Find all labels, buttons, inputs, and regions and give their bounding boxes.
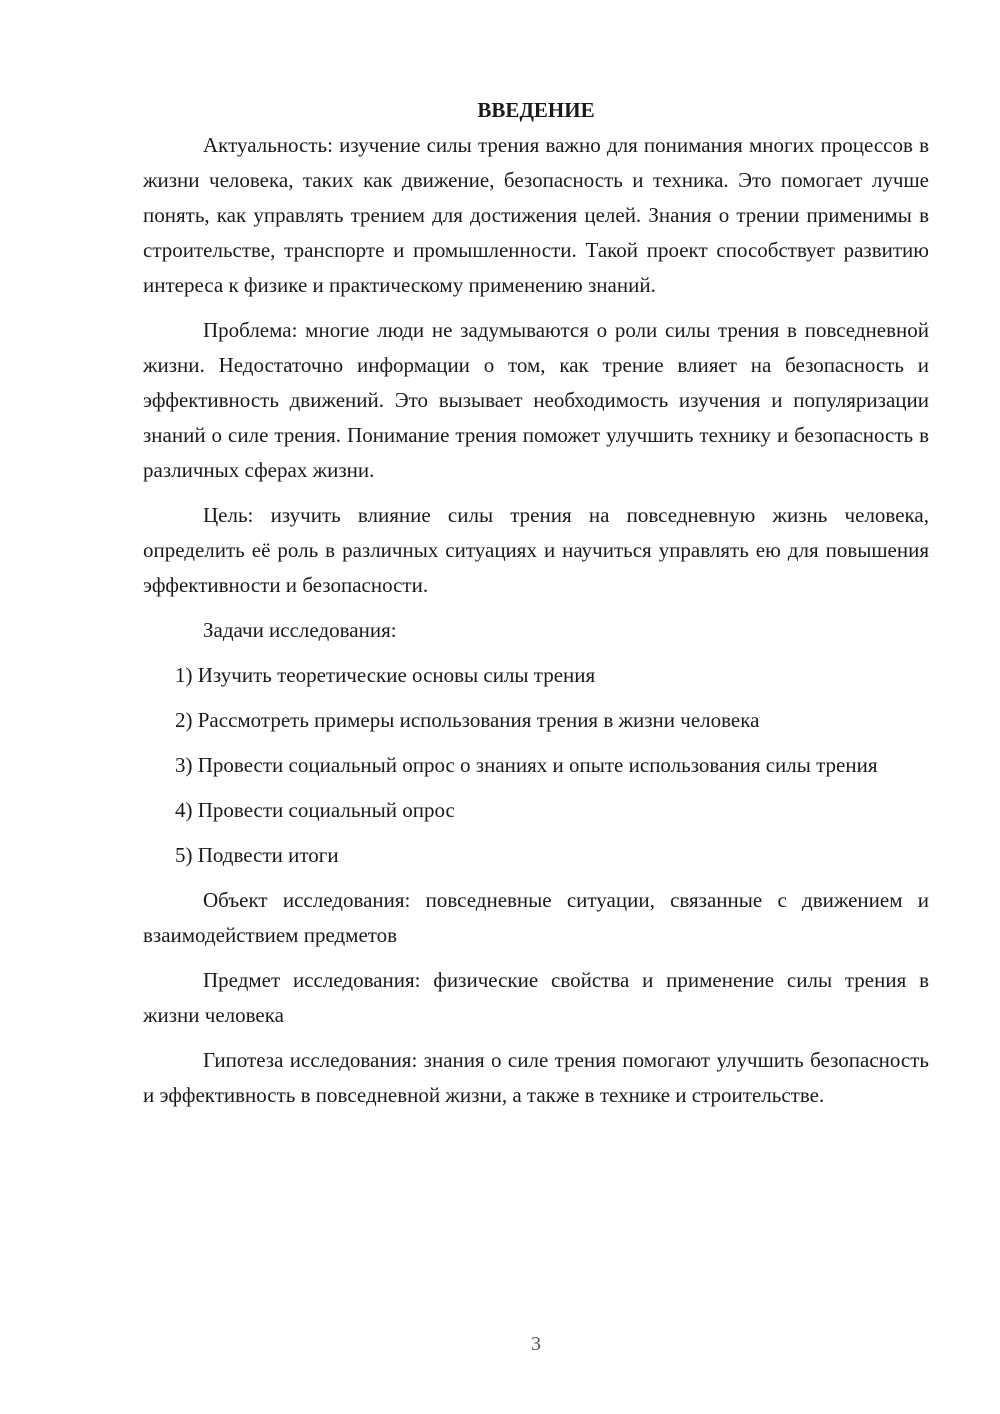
task-item-2: 2) Рассмотреть примеры использования трения в жизни человека [175,708,760,732]
task-item-5: 5) Подвести итоги [175,843,339,867]
relevance-paragraph: Актуальность: изучение силы трения важно для понимания многих процессов в жизни человека, таких как движение, безопасность и техника. Это помогает лучше понять, как управлять трением для достижения целей. Знания о трении применимы в строительстве, транспорте и промышленности. Такой проект способствует развитию интереса к физике и практическому применению знаний. [143,133,929,297]
hypothesis-paragraph: Гипотеза исследования: знания о силе трения помогают улучшить безопасность и эффективность в повседневной жизни, а также в технике и строительстве. [143,1048,929,1107]
problem-paragraph: Проблема: многие люди не задумываются о роли силы трения в повседневной жизни. Недостаточно информации о том, как трение влияет на безопасность и эффективность движений. Это вызывает необходимость изучения и популяризации знаний о силе трения. Понимание трения поможет улучшить технику и безопасность в различных сферах жизни. [143,318,929,482]
section-heading: ВВЕДЕНИЕ [477,98,595,122]
page-number: 3 [531,1333,541,1355]
subject-paragraph: Предмет исследования: физические свойства и применение силы трения в жизни человека [143,968,929,1027]
goal-paragraph: Цель: изучить влияние силы трения на повседневную жизнь человека, определить её роль в различных ситуациях и научиться управлять ею для повышения эффективности и безопасности. [143,503,929,597]
task-item-3: 3) Провести социальный опрос о знаниях и опыте использования силы трения [175,753,878,777]
task-item-4: 4) Провести социальный опрос [175,798,455,822]
document-page [143,93,929,1123]
object-paragraph: Объект исследования: повседневные ситуации, связанные с движением и взаимодействием предметов [143,888,929,947]
tasks-heading: Задачи исследования: [203,618,397,642]
task-item-1: 1) Изучить теоретические основы силы трения [175,663,596,687]
